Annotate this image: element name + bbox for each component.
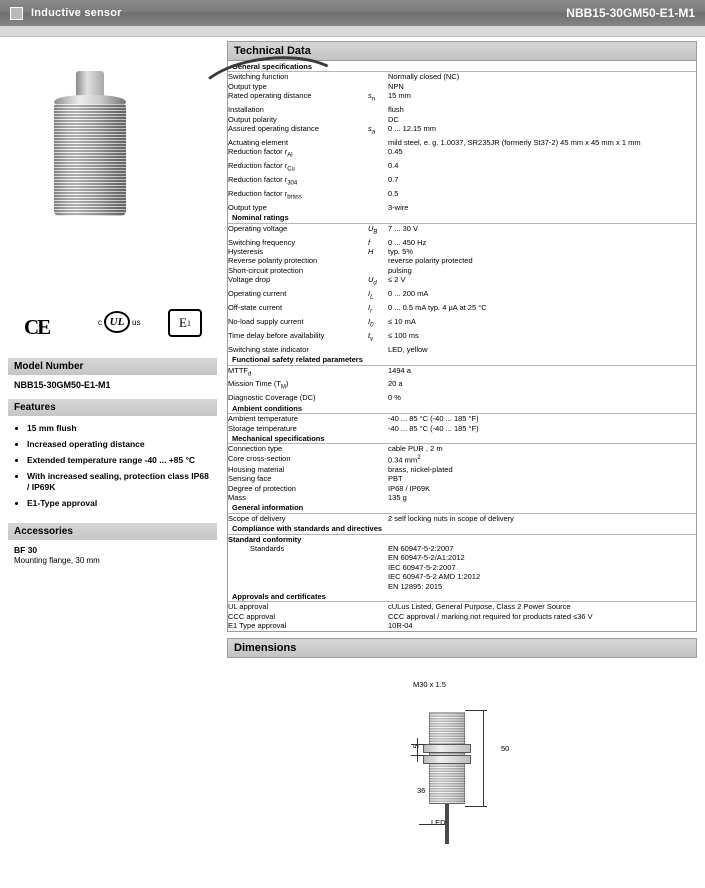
dimension-sensor-figure xyxy=(407,694,497,824)
technical-symbol: $U_B$ xyxy=(368,223,378,236)
technical-symbol xyxy=(368,82,388,91)
features-body xyxy=(8,416,217,516)
technical-symbol xyxy=(368,414,388,424)
technical-group-row xyxy=(228,502,696,513)
e1-letter: E xyxy=(179,315,187,330)
technical-value: -40 ... 85 °C (-40 ... 185 °F) xyxy=(388,414,479,424)
technical-key: No-load supply current xyxy=(228,316,304,326)
technical-symbol: f xyxy=(368,237,371,247)
technical-key: Rated operating distance xyxy=(228,91,312,101)
technical-key: Voltage drop xyxy=(228,275,271,285)
technical-key: Reduction factor $r_{Al}$ xyxy=(228,147,293,159)
ul-circle-label: UL xyxy=(104,311,130,333)
table-row xyxy=(228,223,696,237)
table-row xyxy=(228,474,696,483)
technical-symbol xyxy=(368,612,388,621)
technical-key: Scope of delivery xyxy=(228,513,286,523)
technical-symbol xyxy=(368,534,388,544)
technical-key: Connection type xyxy=(228,444,283,454)
technical-key: Switching state indicator xyxy=(228,344,309,354)
technical-key: Operating voltage xyxy=(228,223,288,233)
accessories-body xyxy=(8,540,217,567)
table-row xyxy=(228,345,696,354)
technical-key: Output polarity xyxy=(228,114,277,124)
technical-value: DC xyxy=(388,114,399,124)
table-row xyxy=(228,365,696,379)
technical-value: 0.34 $mm^2$ xyxy=(388,454,421,465)
accessories-heading: Accessories xyxy=(8,522,217,540)
technical-key: E1 Type approval xyxy=(228,621,287,631)
technical-key: $MTTF_d$ xyxy=(228,365,252,378)
model-number-value: NBB15-30GM50-E1-M1 xyxy=(14,380,111,390)
technical-symbol xyxy=(368,72,388,82)
table-row xyxy=(228,275,696,289)
technical-symbol: $U_d$ xyxy=(368,275,377,287)
technical-key: Switching function xyxy=(228,72,289,82)
table-row xyxy=(228,331,696,345)
technical-key: Switching frequency xyxy=(228,237,296,247)
technical-key: Off-state current xyxy=(228,303,283,313)
table-row xyxy=(228,138,696,147)
technical-value: 0.7 xyxy=(388,175,399,185)
model-number-heading: Model Number xyxy=(8,357,217,375)
table-row xyxy=(228,161,696,175)
list-item: • With increased sealing, protection class IP68 / IP69K xyxy=(27,471,211,493)
table-row xyxy=(228,105,696,114)
technical-group-label: Compliance with standards and directives xyxy=(228,523,696,534)
table-row xyxy=(228,124,696,138)
e1-number: 1 xyxy=(186,318,191,328)
technical-symbol xyxy=(368,175,388,189)
table-row xyxy=(228,444,696,454)
technical-group-label: General specifications xyxy=(228,61,696,72)
technical-value: cULus Listed, General Purpose, Class 2 Power Source xyxy=(388,602,571,612)
technical-symbol: $I_r$ xyxy=(368,303,373,315)
technical-key: Output type xyxy=(228,202,267,212)
technical-value: 0 ... 450 Hz xyxy=(388,237,427,247)
technical-value: 0.45 xyxy=(388,147,403,157)
technical-symbol xyxy=(368,189,388,203)
ul-c-label: c xyxy=(98,317,102,327)
technical-symbol xyxy=(368,161,388,175)
technical-key: Actuating element xyxy=(228,137,289,147)
product-photo xyxy=(8,43,217,305)
table-row xyxy=(228,465,696,474)
table-row xyxy=(228,602,696,612)
technical-value: typ. 5% xyxy=(388,247,414,256)
technical-value: flush xyxy=(388,105,404,115)
list-item: • E1-Type approval xyxy=(27,498,211,509)
technical-group-label: Mechanical specifications xyxy=(228,433,696,444)
technical-symbol xyxy=(368,444,388,454)
table-row xyxy=(228,115,696,124)
technical-key: Housing material xyxy=(228,464,285,474)
technical-symbol xyxy=(368,465,388,474)
technical-symbol: $I_L$ xyxy=(368,289,374,301)
accessory-name: BF 30 xyxy=(14,545,38,555)
technical-value: 0 ... 200 mA xyxy=(388,289,429,299)
technical-symbol xyxy=(368,544,388,591)
technical-value: 0 ... 0.5 mA typ. 4 µA at 25 °C xyxy=(388,303,487,313)
technical-value xyxy=(388,534,696,544)
technical-value: PBT xyxy=(388,474,403,484)
table-row xyxy=(228,544,696,591)
technical-symbol xyxy=(368,454,388,465)
technical-key: Storage temperature xyxy=(228,423,297,433)
technical-key: Sensing face xyxy=(228,474,272,484)
technical-symbol: H xyxy=(368,247,374,256)
table-row xyxy=(228,424,696,433)
technical-value: 135 g xyxy=(388,492,407,502)
right-column xyxy=(225,37,705,858)
table-row xyxy=(228,289,696,303)
technical-key: UL approval xyxy=(228,602,269,612)
table-row xyxy=(228,454,696,465)
technical-value: 3-wire xyxy=(388,202,409,212)
technical-key: Time delay before availability xyxy=(228,330,325,340)
features-list xyxy=(14,423,211,509)
technical-key: Hysteresis xyxy=(228,247,264,256)
technical-symbol xyxy=(368,345,388,354)
table-row xyxy=(228,612,696,621)
dimensions-drawing xyxy=(227,658,697,858)
technical-key: Reduction factor $r_{brass}$ xyxy=(228,188,302,201)
technical-key: Operating current xyxy=(228,289,287,299)
table-row xyxy=(228,534,696,544)
technical-symbol xyxy=(368,621,388,630)
technical-group-label: Approvals and certificates xyxy=(228,591,696,602)
technical-key: Mission Time $(T_M)$ xyxy=(228,379,289,391)
technical-symbol xyxy=(368,493,388,502)
model-number-body xyxy=(8,375,217,392)
table-row xyxy=(228,247,696,256)
technical-value: 0.5 xyxy=(388,188,399,198)
page-title: Inductive sensor xyxy=(31,7,122,19)
table-row xyxy=(228,256,696,265)
table-row xyxy=(228,484,696,493)
technical-value: mild steel, e. g. 1.0037, SR235JR (formerly St37-2) 45 mm x 45 mm x 1 mm xyxy=(388,137,641,147)
sensor-print-label xyxy=(60,145,102,166)
technical-value: cable PUR , 2 m xyxy=(388,444,443,454)
list-item: • Extended temperature range -40 ... +85 °C xyxy=(27,455,211,466)
technical-symbol xyxy=(368,484,388,493)
dimension-width-label: 36 xyxy=(417,785,426,795)
list-item: • Increased operating distance xyxy=(27,439,211,450)
technical-symbol xyxy=(368,424,388,433)
table-row xyxy=(228,513,696,523)
technical-group-row xyxy=(228,403,696,414)
table-row xyxy=(228,414,696,424)
technical-data-heading: Technical Data xyxy=(228,42,696,61)
table-row xyxy=(228,238,696,247)
technical-group-row xyxy=(228,212,696,223)
dimension-thread-label: M30 x 1.5 xyxy=(413,679,446,689)
table-row xyxy=(228,493,696,502)
technical-key: Reverse polarity protection xyxy=(228,256,318,266)
technical-symbol xyxy=(368,513,388,523)
features-heading: Features xyxy=(8,398,217,416)
technical-key: Core cross-section xyxy=(228,453,291,463)
page-body xyxy=(0,37,705,858)
table-row xyxy=(228,175,696,189)
technical-value: brass, nickel-plated xyxy=(388,464,453,474)
ce-icon: CE xyxy=(24,315,50,339)
technical-value: 0 ... 12.15 mm xyxy=(388,123,436,133)
left-column xyxy=(0,37,225,858)
technical-value: 0 % xyxy=(388,393,401,403)
table-row xyxy=(228,317,696,331)
technical-key: Output type xyxy=(228,81,267,91)
technical-value: -40 ... 85 °C (-40 ... 185 °F) xyxy=(388,423,479,433)
table-row xyxy=(228,303,696,317)
technical-key: Assured operating distance xyxy=(228,123,319,133)
dimension-length-label: 50 xyxy=(501,743,510,753)
technical-key: Reduction factor $r_{304}$ xyxy=(228,175,298,187)
technical-data-box xyxy=(227,41,697,632)
technical-symbol xyxy=(368,115,388,124)
led-label: LED xyxy=(431,817,446,827)
technical-value: LED, yellow xyxy=(388,344,428,354)
technical-value: IP68 / IP69K xyxy=(388,483,431,493)
technical-symbol: $s_a$ xyxy=(368,123,376,136)
technical-symbol xyxy=(368,138,388,147)
table-row xyxy=(228,147,696,161)
technical-group-label: Ambient conditions xyxy=(228,403,696,414)
approval-marks xyxy=(8,307,217,351)
technical-group-row xyxy=(228,354,696,365)
table-row xyxy=(228,189,696,203)
technical-symbol xyxy=(368,147,388,161)
technical-value: 7 ... 30 V xyxy=(388,223,419,233)
header-subbar xyxy=(0,26,705,37)
list-item: • 15 mm flush xyxy=(27,423,211,434)
technical-key: Installation xyxy=(228,105,264,115)
technical-symbol xyxy=(368,266,388,275)
technical-symbol xyxy=(368,105,388,114)
ul-us-label: us xyxy=(132,317,141,327)
dimensions-heading: Dimensions xyxy=(227,638,697,658)
technical-key: Short-circuit protection xyxy=(228,265,304,275)
technical-key: Degree of protection xyxy=(228,483,296,493)
technical-group-label: General information xyxy=(228,502,696,513)
technical-value: ≤ 100 ms xyxy=(388,330,419,340)
technical-value: Normally closed (NC) xyxy=(388,72,460,82)
technical-symbol: $t_v$ xyxy=(368,330,374,343)
technical-symbol: $s_n$ xyxy=(368,91,376,103)
technical-symbol xyxy=(368,474,388,483)
technical-value: reverse polarity protected xyxy=(388,256,473,266)
technical-key: Mass xyxy=(228,492,246,502)
technical-value: 2 self locking nuts in scope of delivery xyxy=(388,513,514,523)
table-row xyxy=(228,266,696,275)
technical-group-label: Functional safety related parameters xyxy=(228,354,696,365)
table-row xyxy=(228,379,696,393)
technical-group-row xyxy=(228,591,696,602)
technical-group-label: Nominal ratings xyxy=(228,212,696,223)
technical-group-row xyxy=(228,523,696,534)
technical-key: Diagnostic Coverage (DC) xyxy=(228,393,316,403)
page-header xyxy=(0,0,705,26)
table-row xyxy=(228,393,696,402)
technical-key: CCC approval xyxy=(228,611,276,621)
technical-key: Standards xyxy=(250,543,285,553)
technical-symbol xyxy=(368,256,388,265)
technical-value: pulsing xyxy=(388,265,412,275)
technical-value: ≤ 2 V xyxy=(388,275,406,285)
technical-symbol: $I_0$ xyxy=(368,316,374,329)
ul-icon xyxy=(98,311,140,333)
model-title: NBB15-30GM50-E1-M1 xyxy=(566,6,695,20)
technical-value: ≤ 10 mA xyxy=(388,316,416,326)
table-row xyxy=(228,203,696,212)
table-row xyxy=(228,621,696,630)
technical-value: 1494 a xyxy=(388,365,411,375)
e1-icon xyxy=(168,309,202,337)
technical-symbol xyxy=(368,379,388,393)
technical-key: Standard conformity xyxy=(228,534,302,544)
sensor-cable xyxy=(150,49,270,105)
technical-value: NPN xyxy=(388,81,404,91)
technical-key: Reduction factor $r_{Cu}$ xyxy=(228,161,295,173)
technical-data-table xyxy=(228,61,696,631)
technical-symbol xyxy=(368,602,388,612)
technical-group-row xyxy=(228,433,696,444)
technical-value: CCC approval / marking not required for products rated ≤36 V xyxy=(388,611,593,621)
technical-value: 20 a xyxy=(388,379,403,389)
square-icon xyxy=(10,7,23,20)
dimension-nut-label: 5 xyxy=(413,744,421,749)
accessory-description: Mounting flange, 30 mm xyxy=(14,556,100,565)
technical-symbol xyxy=(368,203,388,212)
technical-symbol xyxy=(368,393,388,402)
technical-value: 10R-04 xyxy=(388,621,413,631)
technical-key: Ambient temperature xyxy=(228,414,299,424)
technical-value: 15 mm xyxy=(388,91,411,101)
technical-value: EN 60947-5-2:2007 EN 60947-5-2/A1:2012 IEC 60947-5-2:2007 IEC 60947-5-2 AMD 1:2012 EN 12895: 2015 xyxy=(388,543,481,591)
technical-symbol xyxy=(368,365,388,379)
technical-value: 0.4 xyxy=(388,161,399,171)
